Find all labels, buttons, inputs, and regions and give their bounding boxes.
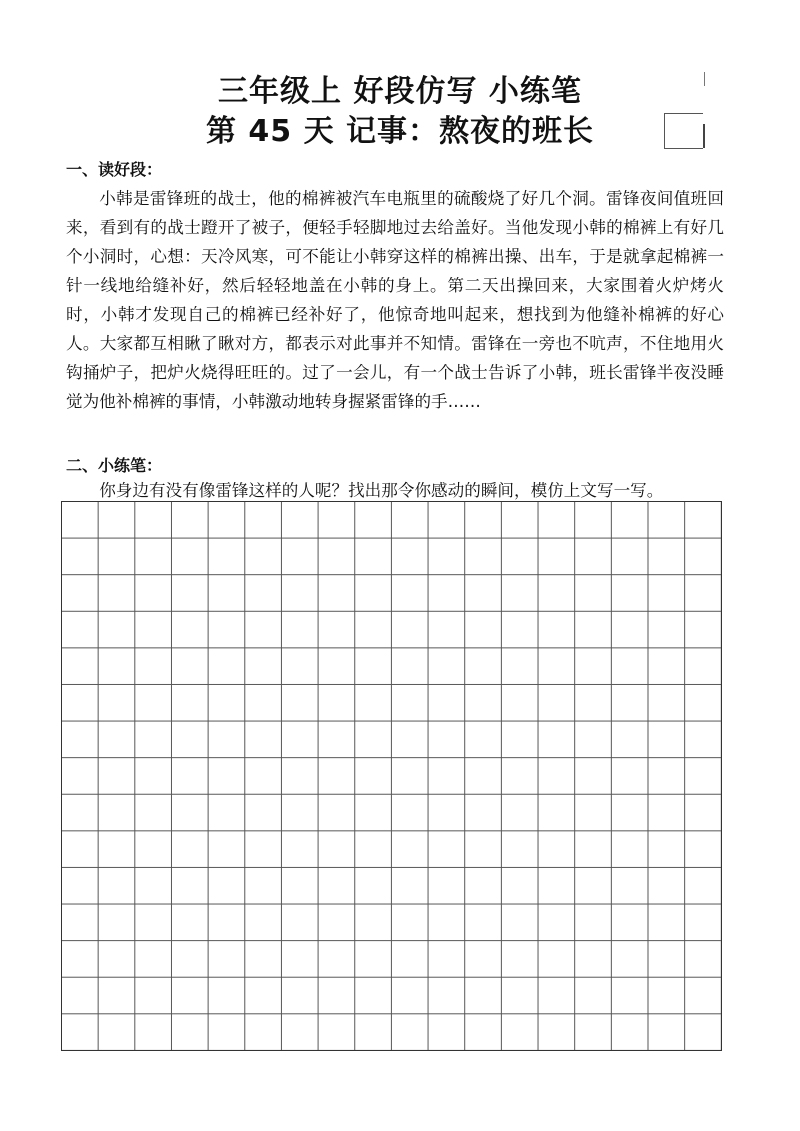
corner-mark-top [704,72,705,86]
reading-passage: 小韩是雷锋班的战士，他的棉裤被汽车电瓶里的硫酸烧了好几个洞。雷锋夜间值班回来，看到有的战士蹬开了被子，便轻手轻脚地过去给盖好。当他发现小韩的棉裤上有好几个小洞时，心想：天冷风寒，可不能让小韩穿这样的棉裤出操、出车，于是就拿起棉裤一针一线地给缝补好，然后轻轻地盖在小韩的身上。第二天出操回来，大家围着火炉烤火时，小韩才发现自己的棉裤已经补好了，他惊奇地叫起来，想找到为他缝补棉裤的好心人。大家都互相瞅了瞅对方，都表示对此事并不知情。雷锋在一旁也不吭声，不住地用火钩捅炉子，把炉火烧得旺旺的。过了一会儿，有一个战士告诉了小韩，班长雷锋半夜没睡觉为他补棉裤的事情，小韩激动地转身握紧雷锋的手…… [66,189,724,411]
writing-grid[interactable] [61,501,722,1051]
writing-prompt: 你身边有没有像雷锋这样的人呢？找出那令你感动的瞬间，模仿上文写一写。 [99,481,664,500]
section-heading-write: 二、小练笔： [66,456,163,475]
worksheet-title: 三年级上 好段仿写 小练笔 [218,74,582,109]
corner-mark-bar [703,124,705,148]
corner-mark-box [664,113,703,149]
worksheet-subtitle: 第 45 天 记事：熬夜的班长 [205,114,595,149]
section-heading-read: 一、读好段： [66,160,163,179]
